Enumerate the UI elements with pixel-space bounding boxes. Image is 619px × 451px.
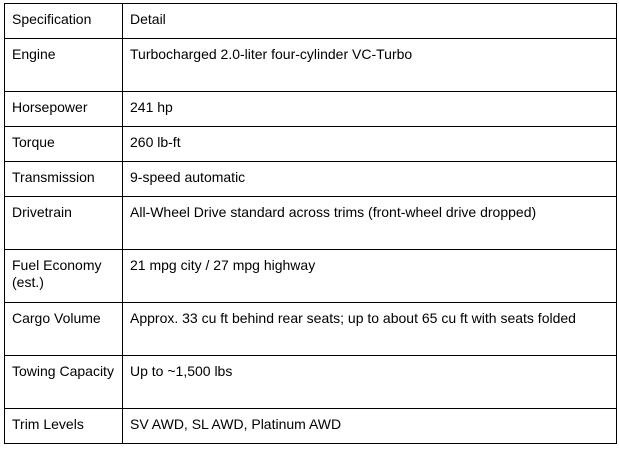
table-row-engine xyxy=(5,39,617,92)
spec-label: Drivetrain xyxy=(5,197,123,250)
spec-label: Trim Levels xyxy=(5,409,123,444)
table-row-towing-capacity xyxy=(5,356,617,409)
table-row-torque xyxy=(5,127,617,162)
spec-detail: 260 lb-ft xyxy=(123,127,617,162)
spec-label: Transmission xyxy=(5,162,123,197)
spec-detail: Approx. 33 cu ft behind rear seats; up to about 65 cu ft with seats folded xyxy=(123,303,617,356)
spec-detail: All-Wheel Drive standard across trims (front-wheel drive dropped) xyxy=(123,197,617,250)
table-header-row xyxy=(5,4,617,39)
spec-detail: 9-speed automatic xyxy=(123,162,617,197)
spec-label: Horsepower xyxy=(5,92,123,127)
header-specification: Specification xyxy=(5,4,123,39)
spec-label: Fuel Economy (est.) xyxy=(5,250,123,303)
table-row-drivetrain xyxy=(5,197,617,250)
table-row-cargo-volume xyxy=(5,303,617,356)
spec-detail: Turbocharged 2.0-liter four-cylinder VC-Turbo xyxy=(123,39,617,92)
table-row-trim-levels xyxy=(5,409,617,444)
spec-label: Cargo Volume xyxy=(5,303,123,356)
spec-detail: Up to ~1,500 lbs xyxy=(123,356,617,409)
spec-table xyxy=(4,3,617,444)
spec-label: Engine xyxy=(5,39,123,92)
table-row-transmission xyxy=(5,162,617,197)
spec-detail: 21 mpg city / 27 mpg highway xyxy=(123,250,617,303)
spec-detail: SV AWD, SL AWD, Platinum AWD xyxy=(123,409,617,444)
spec-detail: 241 hp xyxy=(123,92,617,127)
table-row-horsepower xyxy=(5,92,617,127)
table-row-fuel-economy xyxy=(5,250,617,303)
spec-label: Towing Capacity xyxy=(5,356,123,409)
spec-label: Torque xyxy=(5,127,123,162)
header-detail: Detail xyxy=(123,4,617,39)
